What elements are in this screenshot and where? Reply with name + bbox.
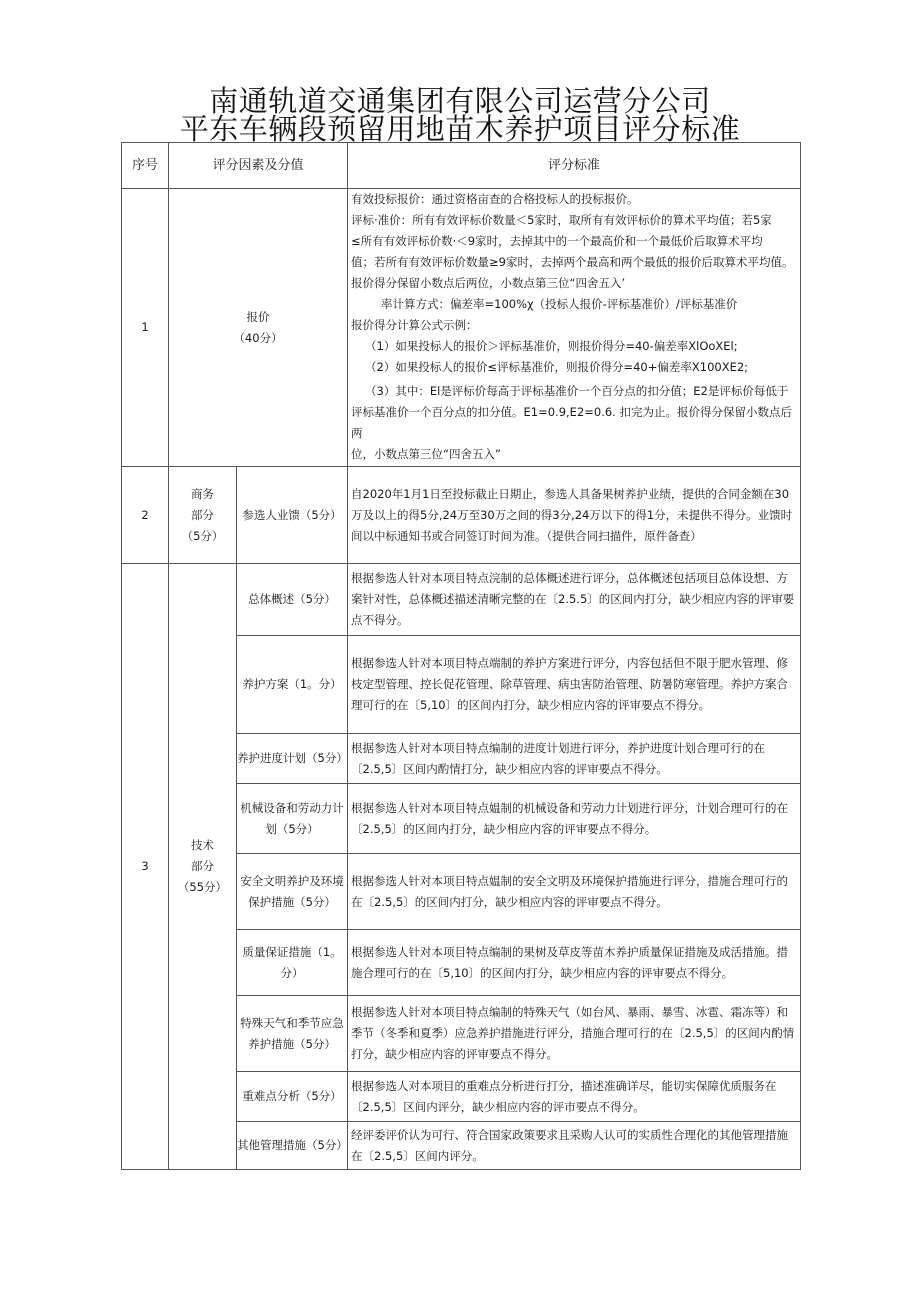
part-line2: 部分 bbox=[191, 507, 214, 522]
criteria-line: 位，小数点第三位“四舍五入” bbox=[351, 447, 501, 461]
part-cell bbox=[169, 467, 237, 564]
row-technical bbox=[122, 564, 801, 636]
criteria-line: 报价得分保留小数点后两位，小数点第三位“四舍五入’ bbox=[351, 276, 626, 290]
criteria-line: 值；若所有有效评标价数量≥9家时，去掉两个最高和两个最低的报价后取算术平均值。 bbox=[351, 255, 794, 269]
row-number: 1 bbox=[122, 189, 169, 467]
criteria-cell: 根据参选人针对本项目特点编制的特殊天气（如台风、暴雨、暴雪、冰雹、霜冻等）和季节（冬季和夏季）应急养护措施进行评分，措施合理可行的在〔2.5,5〕的区间内酌情打分，缺少相应内容的评审要点不得分。 bbox=[348, 996, 801, 1072]
factor-cell: 总体概述（5分） bbox=[237, 564, 348, 636]
factor-cell bbox=[169, 189, 348, 467]
part-line1: 技术 bbox=[191, 838, 214, 852]
factor-cell: 参选人业馈（5分） bbox=[237, 467, 348, 564]
criteria-line: 评标基准价一个百分点的扣分值。E1=0.9,E2=0.6. 扣完为止。报价得分保留小数点后两 bbox=[351, 405, 792, 440]
document-title-line2: 平东车辆段预留用地苗木养护项目评分标准 bbox=[179, 112, 741, 146]
criteria-cell: 根据参选人针对本项目特点浣制的总体概述进行评分，总体概述包括项目总体设想、方案针对性，总体概述描述清晰完整的在〔2.5.5〕的区间内打分，缺少相应内容的评审要点不得分。 bbox=[348, 564, 801, 636]
criteria-cell: 自2020年1月1日至投标截止日期止，参选人具备果树养护业绩，提供的合同金额在30万及以上的得5分,24万至30万之间的得3分,24万以下的得1分，未提供不得分。业馈时间以中标通知书或合同签订时间为准。（提供合同扫描件，原件备查） bbox=[348, 467, 801, 564]
row-number: 3 bbox=[122, 564, 169, 1170]
row-number: 2 bbox=[122, 467, 169, 564]
part-line1: 商务 bbox=[191, 486, 214, 501]
criteria-line: 率计算方式：偏差率=100%χ（投标人报价-评标基准价）/评标基准价 bbox=[381, 297, 738, 311]
factor-cell: 养护进度计划（5分） bbox=[237, 734, 348, 784]
criteria-line: 报价得分计算公式示例： bbox=[351, 318, 478, 332]
factor-cell: 其他管理措施（5分） bbox=[237, 1122, 348, 1170]
document-title-line1: 南通轨道交通集团有限公司运营分公司 bbox=[209, 84, 711, 118]
part-score: （55分） bbox=[177, 880, 228, 894]
row-price bbox=[122, 189, 801, 467]
criteria-cell: 根据参选人针对本项目特点媪制的安全文明及环境保护措施进行评分，措施合理可行的在〔2.5,5〕的区间内打分，缺少相应内容的评审要点不得分。 bbox=[348, 854, 801, 930]
criteria-cell: 经评委评价认为可行、符合国家政策要求且采购人认可的实质性合理化的其他管理措施在〔2.5,5〕区间内评分。 bbox=[348, 1122, 801, 1170]
factor-name: 报价 bbox=[246, 309, 270, 324]
row-business bbox=[122, 467, 801, 564]
criteria-cell: 根据参选人对本项目的重难点分析进行打分，描述准确详尽，能切实保障优质服务在〔2.5,5〕区间内评分，缺少相应内容的评市要点不得分。 bbox=[348, 1072, 801, 1122]
factor-cell: 机械设备和劳动力计划（5分） bbox=[237, 784, 348, 854]
factor-cell: 安全文明养护及环境保护措施（5分） bbox=[237, 854, 348, 930]
header-criteria: 评分标准 bbox=[348, 143, 801, 189]
header-row bbox=[122, 143, 801, 189]
header-no: 序号 bbox=[122, 143, 169, 189]
part-cell bbox=[169, 564, 237, 1170]
criteria-line: 评标·准价：所有有效评标价数量＜5家时，取所有有效评标价的算术平均值；若5家 bbox=[351, 213, 772, 227]
criteria-cell: 根据参选人针对本项目特点编制的果树及草皮等苗木养护质量保证措施及成活措施。措施合理可行的在〔5,10〕的区间内打分，缺少相应内容的评审要点不得分。 bbox=[348, 930, 801, 996]
header-factor: 评分因素及分值 bbox=[169, 143, 348, 189]
criteria-line: （3）其中：El是评标价每高于评标基准价一个百分点的扣分值；E2是评标价每低于 bbox=[365, 384, 789, 398]
criteria-cell bbox=[348, 189, 801, 467]
part-line2: 部分 bbox=[191, 859, 214, 873]
criteria-line: 有效投标报价：通过资格亩查的合格投标人的投标报价。 bbox=[351, 192, 639, 206]
factor-cell: 特殊天气和季节应急养护措施（5分） bbox=[237, 996, 348, 1072]
criteria-line: （2）如果投标人的报价≤评标基准价，则报价得分=40+偏差率X100XE2; bbox=[365, 360, 749, 374]
part-score: （5分） bbox=[181, 528, 224, 543]
criteria-cell: 根据参选人针对本项目特点端制的养护方案进行评分，内容包括但不限于肥水管理、修枝定型管理、控长促花管理、除草管理、病虫害防治管理、防暑防寒管理。养护方案合理可行的在〔5,10〕的区间内打分，缺少相应内容的评审要点不得分。 bbox=[348, 636, 801, 734]
factor-cell: 质量保证措施（1。分） bbox=[237, 930, 348, 996]
criteria-cell: 根据参选人针对本项目特点编制的进度计划进行评分，养护进度计划合理可行的在〔2.5,5〕区间内酌情打分，缺少相应内容的评审要点不得分。 bbox=[348, 734, 801, 784]
criteria-cell: 根据参选人针对本项目特点媪制的机械设备和劳动力计划进行评分，计划合理可行的在〔2.5,5〕的区间内打分，缺少相应内容的评审要点不得分。 bbox=[348, 784, 801, 854]
criteria-line: ≤所有有效评标价数·＜9家时，去掉其中的一个最高价和一个最低价后取算术平均 bbox=[351, 234, 763, 248]
factor-cell: 养护方案（1。分） bbox=[237, 636, 348, 734]
scoring-table bbox=[121, 142, 801, 1170]
criteria-line: （1）如果投标人的报价＞评标基准价，则报价得分=40-偏差率XlOoXEl; bbox=[365, 339, 738, 353]
factor-score: （40分） bbox=[233, 330, 283, 345]
factor-cell: 重难点分析（5分） bbox=[237, 1072, 348, 1122]
